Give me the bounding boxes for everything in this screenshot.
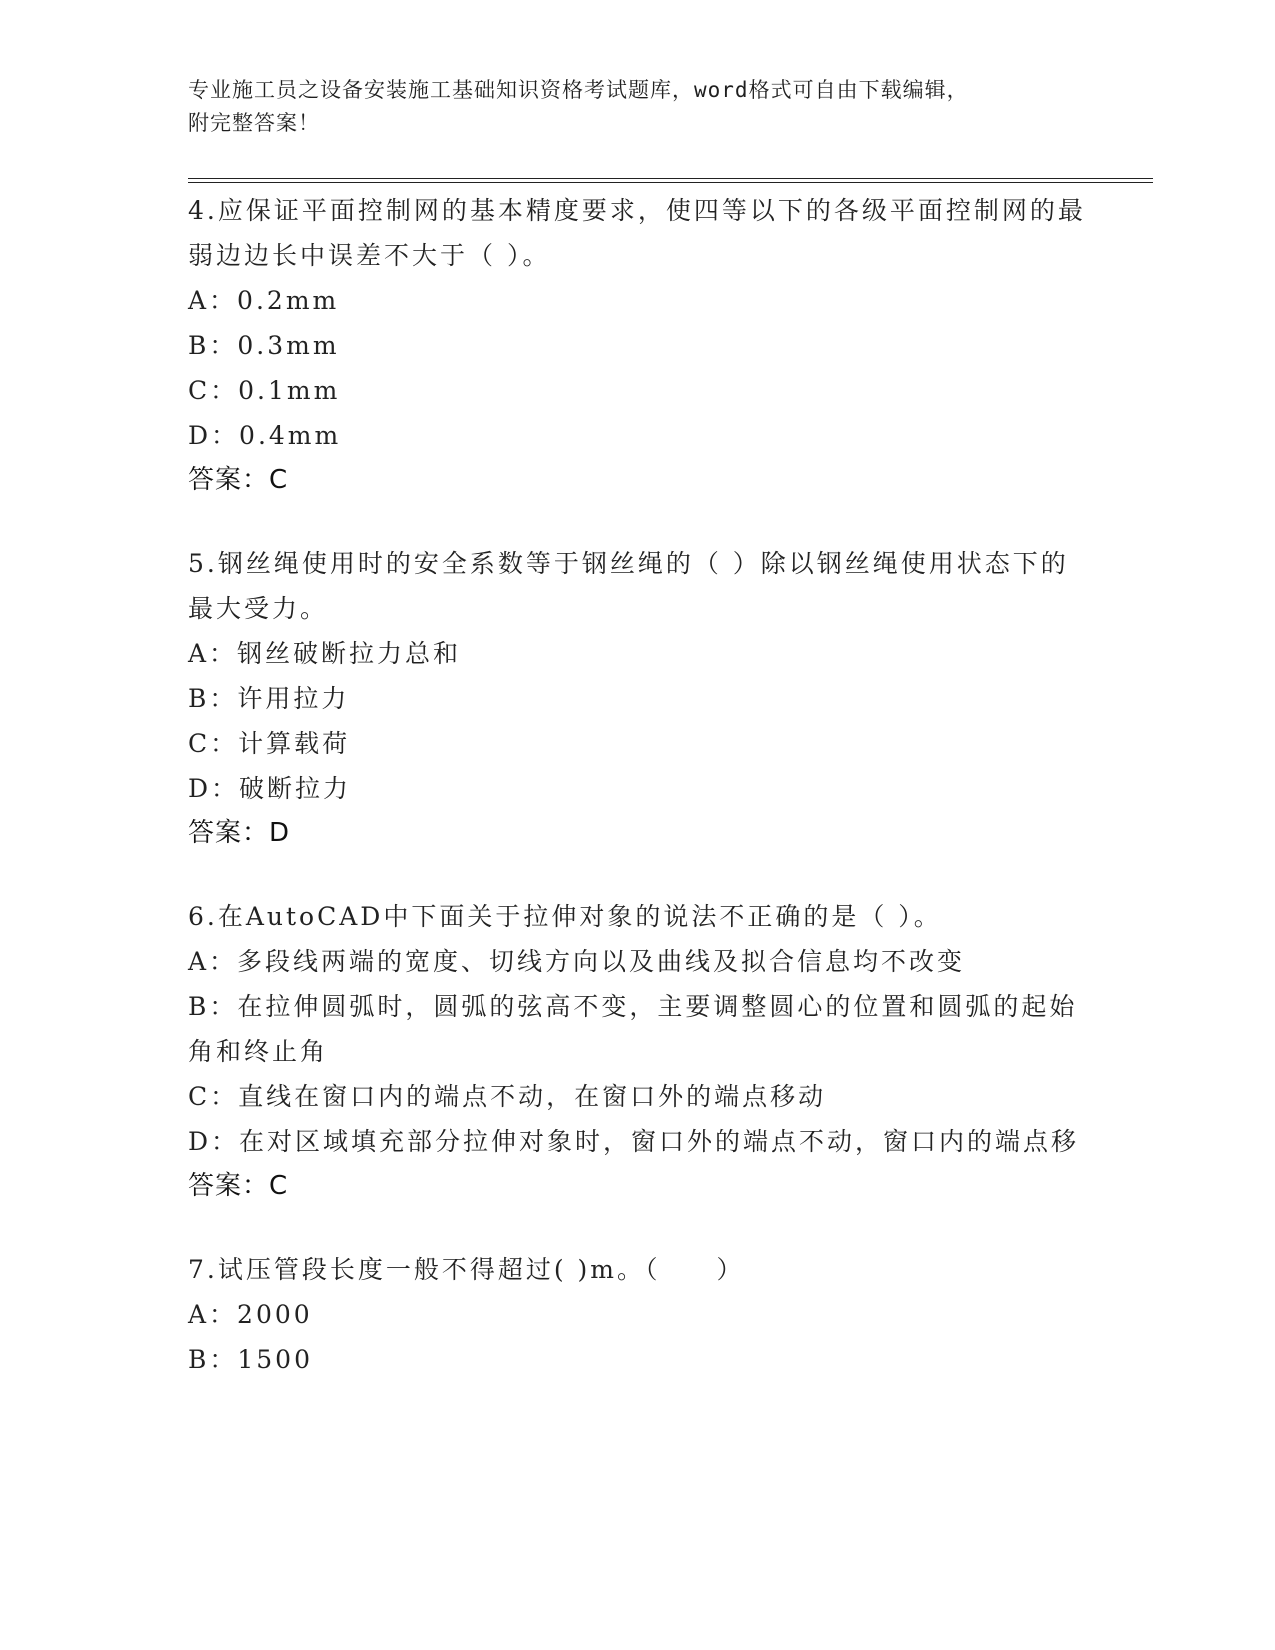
question-list	[188, 188, 1088, 1420]
answer-label: 答案：C	[188, 1171, 289, 1201]
header-divider-top	[188, 178, 1153, 179]
option-c: C：0.1mm	[188, 376, 341, 405]
option-b: B：在拉伸圆弧时，圆弧的弦高不变，主要调整圆心的位置和圆弧的起始角和终止角	[188, 992, 1078, 1066]
option-a: A：2000	[188, 1300, 313, 1329]
question-stem: 5.钢丝绳使用时的安全系数等于钢丝绳的（ ）除以钢丝绳使用状态下的最大受力。	[188, 549, 1069, 623]
option-c: C：直线在窗口内的端点不动，在窗口外的端点移动	[188, 1082, 827, 1111]
header-line-1: 专业施工员之设备安装施工基础知识资格考试题库，word格式可自由下载编辑，	[188, 78, 969, 102]
answer-label: 答案：C	[188, 465, 289, 495]
option-b: B：许用拉力	[188, 684, 350, 713]
option-b: B：1500	[188, 1345, 313, 1374]
question-6	[188, 894, 1088, 1209]
option-d: D：在对区域填充部分拉伸对象时，窗口外的端点不动，窗口内的端点移	[188, 1127, 1080, 1156]
answer-label: 答案：D	[188, 818, 291, 848]
question-7	[188, 1247, 1088, 1382]
option-a: A：多段线两端的宽度、切线方向以及曲线及拟合信息均不改变	[188, 947, 966, 976]
option-b: B：0.3mm	[188, 331, 340, 360]
question-stem: 6.在AutoCAD中下面关于拉伸对象的说法不正确的是（ ）。	[188, 902, 942, 931]
option-a: A：钢丝破断拉力总和	[188, 639, 462, 668]
option-c: C：计算载荷	[188, 729, 351, 758]
header-divider-bottom	[188, 182, 1153, 183]
option-d: D：破断拉力	[188, 774, 352, 803]
question-stem: 7.试压管段长度一般不得超过( )m。（ ）	[188, 1255, 745, 1284]
header-line-2: 附完整答案！	[188, 111, 320, 135]
option-a: A：0.2mm	[188, 286, 340, 315]
option-d: D：0.4mm	[188, 421, 342, 450]
document-header	[188, 74, 1068, 140]
question-5	[188, 541, 1088, 856]
question-4	[188, 188, 1088, 503]
question-stem: 4.应保证平面控制网的基本精度要求，使四等以下的各级平面控制网的最弱边边长中误差不大于（ ）。	[188, 196, 1086, 270]
